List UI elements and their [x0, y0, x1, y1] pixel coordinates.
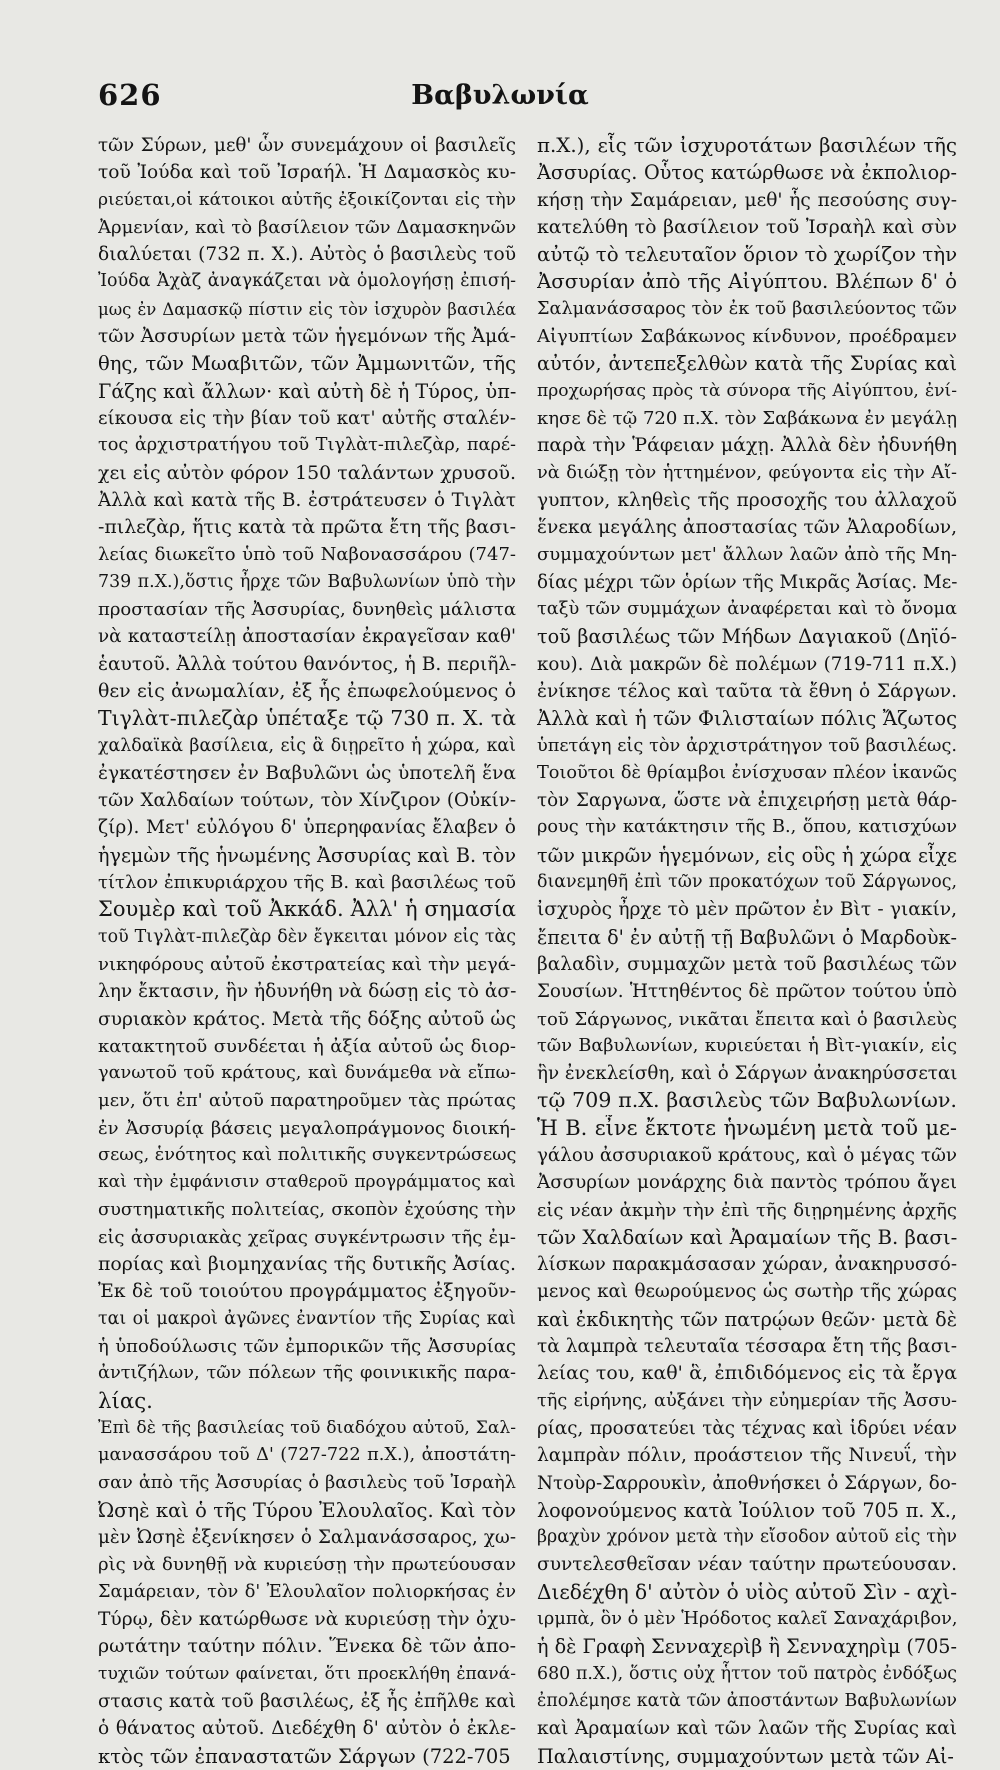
right-column: [537, 132, 957, 1770]
text-line: τῶν Χαλδαίων καὶ Ἀραμαίων τῆς Β. βασι-: [537, 1225, 957, 1249]
text-line: βραχὺν χρόνον μετὰ τὴν εἴσοδον αὐτοῦ εἰς τὴν: [537, 1527, 957, 1548]
text-line: Ντοὺρ-Σαρρουκὶν, ἀποθνήσκει ὁ Σάργων, δο-: [537, 1472, 957, 1494]
text-line: Σουσίων. Ἡττηθέντος δὲ πρῶτον τούτου ὑπὸ: [537, 981, 957, 1003]
text-line: σαν ἀπὸ τῆς Ἀσσυρίας ὁ βασιλεὺς τοῦ Ἰσραὴλ: [98, 1472, 516, 1493]
text-line: είκουσα εἰς τὴν βίαν τοῦ κατ' αὐτῆς σταλέν-: [98, 407, 516, 429]
text-line: ρωτάτην ταύτην πόλιν. Ἕνεκα δὲ τῶν ἀπο-: [98, 1635, 516, 1658]
text-line: ἐν Ἀσσυρίᾳ βάσεις μεγαλοπράγμονος διοική-: [98, 1117, 516, 1139]
text-line: Ἀσσυρίαν ἀπὸ τῆς Αἰγύπτου. Βλέπων δ' ὁ: [537, 270, 957, 294]
text-line: Τύρῳ, δὲν κατώρθωσε νὰ κυριεύσῃ τὴν ὀχυ-: [98, 1609, 516, 1631]
text-line: θεν εἰς ἀνωμαλίαν, ἐξ ἧς ἐπωφελούμενος ὁ: [98, 679, 516, 702]
text-line: ἡ δὲ Γραφὴ Σενναχερὶβ ἢ Σενναχηρὶμ (705-: [537, 1635, 957, 1659]
text-line: Αἰγυπτίων Σαβάκωνος κίνδυνον, προέδραμεν: [537, 326, 957, 348]
text-line: ἰσχυρὸς ἦρχε τὸ μὲν πρῶτον ἐν Βὶτ - γιακίν,: [537, 899, 957, 921]
text-line: Ἐκ δὲ τοῦ τοιούτου προγράμματος ἐξηγοῦν-: [98, 1281, 516, 1303]
text-line: δίας μέχρι τῶν ὁρίων τῆς Μικρᾶς Ἀσίας. Με-: [537, 571, 957, 593]
text-line: ἐγκατέστησεν ἐν Βαβυλῶνι ὡς ὑποτελῆ ἕνα: [98, 762, 516, 784]
text-line: λίσκων παρακμάσασαν χώραν, ἀνακηρυσσό-: [537, 1254, 957, 1276]
text-line: Ἀρμενίαν, καὶ τὸ βασίλειον τῶν Δαμασκηνῶν: [98, 216, 516, 238]
text-line: Σαμάρειαν, τὸν δ' Ἐλουλαῖον πολιορκήσας ἐν: [98, 1581, 516, 1602]
text-line: Διεδέχθη δ' αὐτὸν ὁ υἱὸς αὐτοῦ Σὶν - αχὶ-: [537, 1579, 957, 1604]
column-gutter: [523, 134, 524, 1604]
text-line: συστηματικῆς πολιτείας, σκοπὸν ἐχούσης τὴν: [98, 1199, 516, 1220]
text-line: Ἰούδα Ἀχὰζ ἀναγκάζεται νὰ ὁμολογήσῃ ἐπισή-: [98, 271, 516, 292]
text-line: Ἡ Β. εἶνε ἔκτοτε ἡνωμένη μετὰ τοῦ με-: [537, 1115, 957, 1140]
text-line: Παλαιστίνης, συμμαχούντων μετὰ τῶν Αἰ-: [537, 1744, 954, 1768]
text-line: κατακτητοῦ συνδέεται ἡ ἀξία αὐτοῦ ὡς διορ-: [98, 1035, 516, 1057]
text-line: προστασίαν τῆς Ἀσσυρίας, δυνηθεὶς μάλιστα: [98, 599, 516, 621]
text-line: τῆς εἰρήνης, αὐξάνει τὴν εὐημερίαν τῆς Ἀσσυ-: [537, 1390, 957, 1411]
text-line: εἰς νέαν ἀκμὴν τὴν ἐπὶ τῆς διῃρημένης ἀρχῆς: [537, 1199, 957, 1221]
text-line: τῷ 709 π.Χ. βασιλεὺς τῶν Βαβυλωνίων.: [537, 1088, 957, 1113]
text-line: τῶν Ἀσσυρίων μετὰ τῶν ἡγεμόνων τῆς Ἀμά-: [98, 326, 516, 348]
text-line: γανωτοῦ τοῦ κράτους, καὶ δυνάμεθα νὰ εἴπω-: [98, 1063, 516, 1084]
text-line: λοφονούμενος κατὰ Ἰούλιον τοῦ 705 π. Χ.,: [537, 1498, 957, 1522]
text-line: μεν, ὅτι ἐπ' αὐτοῦ παρατηροῦμεν τὰς πρώτας: [98, 1090, 516, 1112]
text-line: μανασσάρου τοῦ Δ' (727-722 π.Χ.), ἀποστάτη-: [98, 1445, 516, 1466]
text-line: ρίας, προσατεύει τὰς τέχνας καὶ ἱδρύει νέαν: [537, 1417, 957, 1439]
text-line: ται οἱ μακροὶ ἀγῶνες ἐναντίον τῆς Συρίας καὶ: [98, 1308, 516, 1329]
text-line: λείας διωκεῖτο ὑπὸ τοῦ Ναβονασσάρου (747-: [98, 544, 516, 566]
text-line: τοῦ Τιγλὰτ-πιλεζὰρ δὲν ἔγκειται μόνον εἰς τὰς: [98, 926, 516, 947]
text-line: διαλύεται (732 π. Χ.). Αὐτὸς ὁ βασιλεὺς τοῦ: [98, 244, 516, 266]
text-line: ριεύεται,οἱ κάτοικοι αὐτῆς ἐξοικίζονται εἰς τὴν: [98, 189, 516, 210]
page-number: 626: [98, 78, 162, 112]
text-line: καὶ Ἀραμαίων καὶ τῶν λαῶν τῆς Συρίας καὶ: [537, 1718, 957, 1740]
text-line: ἕνεκα μεγάλης ἀποστασίας τῶν Ἀλαροδίων,: [537, 517, 957, 539]
text-line: εἰς ἀσσυριακὰς χεῖρας συγκέντρωσιν τῆς ἐμ-: [98, 1226, 516, 1248]
text-line: μως ἐν Δαμασκῷ πίστιν εἰς τὸν ἰσχυρὸν βασιλέα: [98, 299, 516, 319]
text-line: ἐπολέμησε κατὰ τῶν ἀποστάντων Βαβυλωνίων: [537, 1690, 957, 1711]
text-line: ὑπετάγη εἰς τὸν ἀρχιστράτηγον τοῦ βασιλέως.: [537, 735, 957, 756]
text-line: ἣν ἐνεκλείσθη, καὶ ὁ Σάργων ἀνακηρύσσεται: [537, 1063, 957, 1085]
text-line: κτὸς τῶν ἐπαναστατῶν Σάργων (722-705: [98, 1744, 511, 1768]
text-line: χει εἰς αὐτὸν φόρον 150 ταλάντων χρυσοῦ.: [98, 461, 516, 484]
text-line: Ἀσσυρίας. Οὗτος κατώρθωσε νὰ ἐκπολιορ-: [537, 161, 957, 185]
text-line: αὐτῷ τὸ τελευταῖον ὅριον τὸ χωρίζον τὴν: [537, 243, 957, 267]
text-line: ἡ ὑποδούλωσις τῶν ἐμπορικῶν τῆς Ἀσσυρίας: [98, 1336, 516, 1358]
text-line: θης, τῶν Μωαβιτῶν, τῶν Ἀμμωνιτῶν, τῆς: [98, 352, 516, 376]
text-line: συντελεσθεῖσαν νέαν ταύτην πρωτεύουσαν.: [537, 1554, 957, 1576]
text-line: γάλου ἀσσυριακοῦ κράτους, καὶ ὁ μέγας τῶν: [537, 1144, 957, 1166]
text-line: τοῦ βασιλέως τῶν Μήδων Δαγιακοῦ (Δηϊό-: [537, 625, 957, 649]
text-line: διανεμηθῆ ἐπὶ τῶν προκατόχων τοῦ Σάργωνος,: [537, 872, 957, 893]
text-line: Ὠσηὲ καὶ ὁ τῆς Τύρου Ἐλουλαῖος. Καὶ τὸν: [98, 1498, 516, 1522]
text-line: καὶ ἐκδικητὴς τῶν πατρῴων θεῶν· μετὰ δὲ: [537, 1307, 957, 1331]
text-line: ιρμπὰ, ὃν ὁ μὲν Ἡρόδοτος καλεῖ Σαναχάριβον,: [537, 1609, 957, 1630]
text-line: ἡγεμὼν τῆς ἡνωμένης Ἀσσυρίας καὶ Β. τὸν: [98, 843, 516, 867]
text-line: συριακὸν κράτος. Μετὰ τῆς δόξης αὐτοῦ ὡς: [98, 1008, 516, 1030]
text-line: καὶ τὴν ἐμφάνισιν σταθεροῦ προγράμματος καὶ: [98, 1172, 516, 1193]
text-line: λην ἔκτασιν, ἣν ἠδυνήθη νὰ δώσῃ εἰς τὸ ἀσ-: [98, 981, 516, 1003]
text-line: τοῦ Ἰούδα καὶ τοῦ Ἰσραήλ. Ἡ Δαμασκὸς κυ-: [98, 162, 516, 184]
text-line: παρὰ τὴν Ῥάφειαν μάχῃ. Ἀλλὰ δὲν ἠδυνήθη: [537, 434, 957, 457]
text-line: ἑαυτοῦ. Ἀλλὰ τούτου θανόντος, ἡ Β. περιῆλ-: [98, 653, 516, 675]
text-line: λίας.: [98, 1388, 153, 1414]
text-line: Ἐπὶ δὲ τῆς βασιλείας τοῦ διαδόχου αὐτοῦ, Σαλ-: [98, 1417, 516, 1438]
text-line: Ἀλλὰ καὶ ἡ τῶν Φιλισταίων πόλις Ἄζωτος: [537, 707, 957, 731]
text-line: τῶν Χαλδαίων τούτων, τὸν Χίνζιρον (Οὐκίν-: [98, 790, 516, 812]
text-line: ἐνίκησε τέλος καὶ ταῦτα τὰ ἔθνη ὁ Σάργων.: [537, 680, 957, 702]
text-line: 680 π.Χ.), ὅστις οὐχ ἧττον τοῦ πατρὸς ἐνδόξως: [537, 1663, 957, 1684]
text-line: -πιλεζὰρ, ἥτις κατὰ τὰ πρῶτα ἔτη τῆς βασι-: [98, 516, 516, 539]
text-line: κου). Διὰ μακρῶν δὲ πολέμων (719-711 π.Χ.): [537, 653, 957, 675]
text-line: νὰ διώξῃ τὸν ἡττημένον, φεύγοντα εἰς τὴν Αἴ-: [537, 462, 957, 483]
text-line: Ἀλλὰ καὶ κατὰ τῆς Β. ἐστράτευσεν ὁ Τιγλὰτ: [98, 489, 516, 511]
left-column: [98, 132, 516, 1770]
text-line: αὐτόν, ἀντεπεξελθὼν κατὰ τῆς Συρίας καὶ: [537, 352, 957, 376]
text-line: Σαλμανάσσαρος τὸν ἐκ τοῦ βασιλεύοντος τῶν: [537, 298, 957, 319]
text-line: μενος καὶ θεωρούμενος ὡς σωτὴρ τῆς χώρας: [537, 1281, 957, 1303]
text-line: ὁ θάνατος αὐτοῦ. Διεδέχθη δ' αὐτὸν ὁ ἐκλε-: [98, 1718, 516, 1740]
text-line: συμμαχούντων μετ' ἄλλων λαῶν ἀπὸ τῆς Μη-: [537, 544, 957, 566]
text-line: γυπτον, κληθεὶς τῆς προσοχῆς του ἀλλαχοῦ: [537, 489, 957, 511]
text-line: τοῦ Σάργωνος, νικᾶται ἔπειτα καὶ ὁ βασιλεὺς: [537, 1008, 957, 1030]
running-title: Βαβυλωνία: [411, 80, 589, 111]
text-line: μὲν Ὠσηὲ ἐξενίκησεν ὁ Σαλμανάσσαρος, χω-: [98, 1527, 516, 1549]
text-line: τῶν μικρῶν ἡγεμόνων, εἰς οὓς ἡ χώρα εἶχε: [537, 843, 957, 867]
text-line: κατελύθη τὸ βασίλειον τοῦ Ἰσραὴλ καὶ σὺν: [537, 215, 957, 238]
text-line: πορίας καὶ βιομηχανίας τῆς δυτικῆς Ἀσίας.: [98, 1253, 516, 1276]
text-line: ζίρ). Μετ' εὐλόγου δ' ὑπερηφανίας ἔλαβεν ὁ: [98, 817, 516, 839]
text-line: τῶν Βαβυλωνίων, κυριεύεται ἡ Βὶτ-γιακίν, εἰς: [537, 1035, 957, 1056]
text-line: ἔπειτα δ' ἐν αὐτῇ τῇ Βαβυλῶνι ὁ Μαρδοὺκ-: [537, 925, 957, 949]
text-line: Τοιοῦτοι δὲ θρίαμβοι ἐνίσχυσαν πλέον ἱκανῶς: [537, 762, 957, 783]
text-line: τίτλον ἐπικυριάρχου τῆς Β. καὶ βασιλέως τοῦ: [98, 872, 516, 894]
text-line: στασις κατὰ τοῦ βασιλέως, ἐξ ἧς ἐπῆλθε καὶ: [98, 1690, 516, 1712]
text-line: λαμπρὰν πόλιν, προάστειον τῆς Νινευΐ, τὴν: [537, 1445, 957, 1467]
text-line: 739 π.Χ.),ὅστις ἦρχε τῶν Βαβυλωνίων ὑπὸ τὴν: [98, 571, 516, 592]
text-line: νικηφόρους αὐτοῦ ἐκστρατείας καὶ τὴν μεγά-: [98, 953, 516, 975]
text-line: τὰ λαμπρὰ τελευταῖα τέσσαρα ἔτη τῆς βασι-: [537, 1336, 957, 1358]
text-line: ταξὺ τῶν συμμάχων ἀναφέρεται καὶ τὸ ὄνομα: [537, 599, 957, 620]
text-line: Τιγλὰτ-πιλεζὰρ ὑπέταξε τῷ 730 π. Χ. τὰ: [98, 706, 516, 731]
text-line: λείας του, καθ' ἃ, ἐπιδιδόμενος εἰς τὰ ἔργα: [537, 1362, 957, 1385]
text-line: νὰ καταστείλῃ ἀποστασίαν ἐκραγεῖσαν καθ': [98, 626, 516, 648]
text-line: βαλαδὶν, συμμαχῶν μετὰ τοῦ βασιλέως τῶν: [537, 953, 957, 975]
text-line: σεως, ἑνότητος καὶ πολιτικῆς συγκεντρώσεως: [98, 1144, 516, 1165]
text-line: π.Χ.), εἷς τῶν ἰσχυροτάτων βασιλέων τῆς: [537, 134, 957, 157]
text-line: Σουμὲρ καὶ τοῦ Ἀκκάδ. Ἀλλ' ἡ σημασία: [98, 897, 516, 922]
text-line: Γάζης καὶ ἄλλων· καὶ αὐτὴ δὲ ἡ Τύρος, ὑπ-: [98, 379, 516, 403]
text-line: κήσῃ τὴν Σαμάρειαν, μεθ' ἧς πεσούσης συγ-: [537, 189, 957, 211]
text-line: τος ἀρχιστρατήγου τοῦ Τιγλὰτ-πιλεζὰρ, παρέ-: [98, 435, 516, 456]
text-line: τὸν Σαργωνα, ὥστε νὰ ἐπιχειρήσῃ μετὰ θάρ-: [537, 790, 957, 812]
text-line: κησε δὲ τῷ 720 π.Χ. τὸν Σαβάκωνα ἐν μεγάλῃ: [537, 407, 957, 429]
text-line: Ἀσσυρίων μονάρχης διὰ παντὸς τρόπου ἄγει: [537, 1172, 957, 1194]
text-line: τῶν Σύρων, μεθ' ὧν συνεμάχουν οἱ βασιλεῖς: [98, 135, 516, 156]
text-line: ρους τὴν κατάκτησιν τῆς Β., ὅπου, κατισχύων: [537, 817, 957, 838]
text-line: προχωρήσας πρὸς τὰ σύνορα τῆς Αἰγύπτου, ἐνί-: [537, 380, 957, 401]
text-line: ρὶς νὰ δυνηθῇ νὰ κυριεύσῃ τὴν πρωτεύουσαν: [98, 1554, 516, 1576]
text-line: τυχιῶν τούτων φαίνεται, ὅτι προεκλήθη ἐπανά-: [98, 1663, 516, 1684]
text-line: ἀντιζήλων, τῶν πόλεων τῆς φοινικικῆς παρα-: [98, 1363, 516, 1384]
text-line: χαλδαϊκὰ βασίλεια, εἰς ἃ διῃρεῖτο ἡ χώρα, καὶ: [98, 735, 516, 756]
